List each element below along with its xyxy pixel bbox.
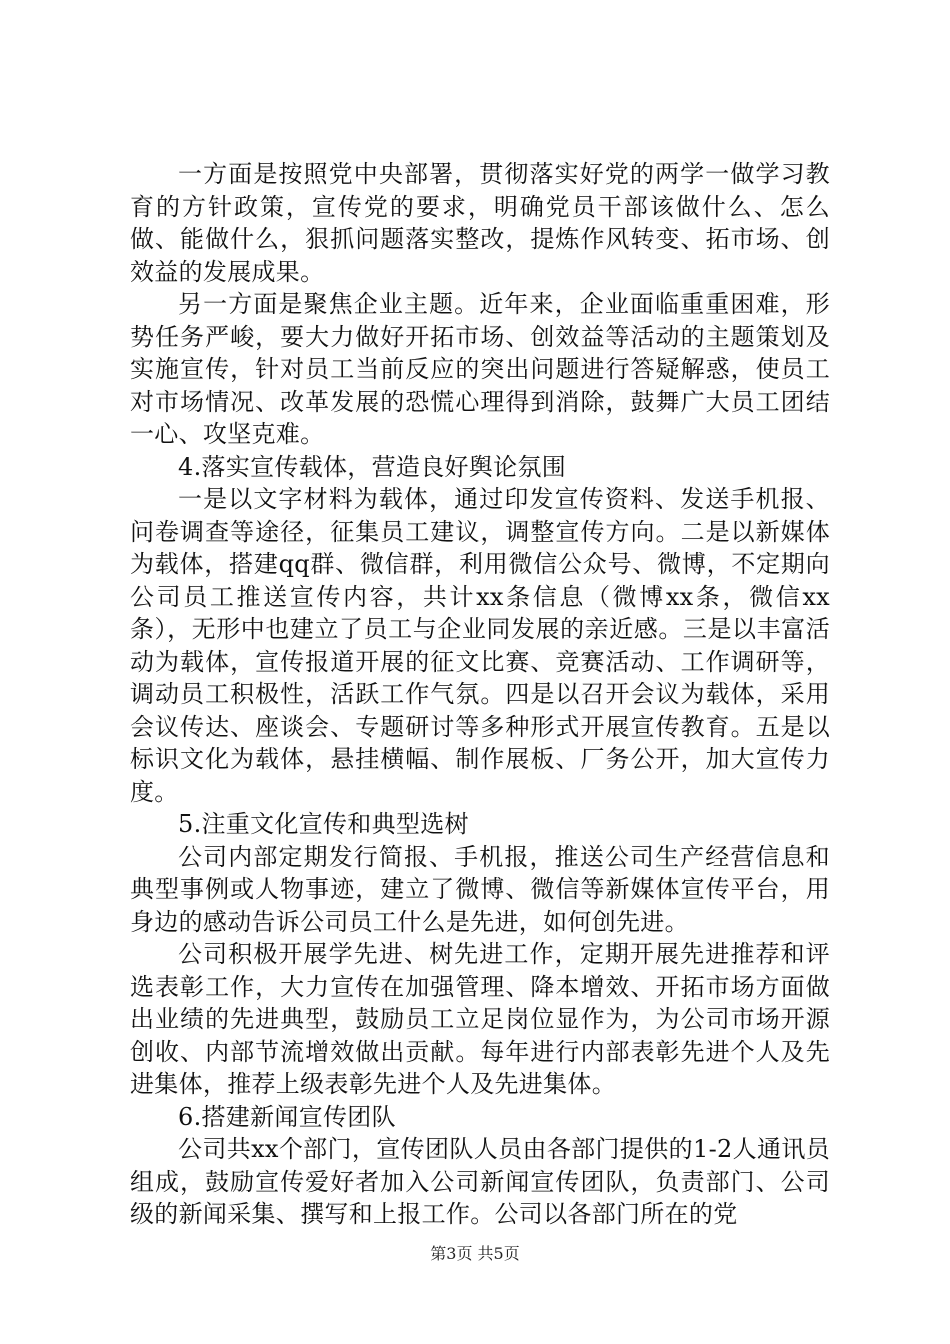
paragraph-news-team: 公司共xx个部门，宣传团队人员由各部门提供的1-2人通讯员组成，鼓励宣传爱好者加入公司新闻宣传团队，负责部门、公司级的新闻采集、撰写和上报工作。公司以各部门所在的党 xyxy=(130,1135,830,1228)
paragraph-advanced-models: 公司积极开展学先进、树先进工作，定期开展先进推荐和评选表彰工作，大力宣传在加强管理、降本增效、开拓市场方面做出业绩的先进典型，鼓励员工立足岗位显作为，为公司市场开源创收、内部节流增效做出贡献。每年进行内部表彰先进个人及先进集体，推荐上级表彰先进个人及先进集体。 xyxy=(130,940,830,1098)
paragraph-other-side: 另一方面是聚焦企业主题。近年来，企业面临重重困难，形势任务严峻，要大力做好开拓市场、创效益等活动的主题策划及实施宣传，针对员工当前反应的突出问题进行答疑解惑，使员工对市场情况、改革发展的恐慌心理得到消除，鼓舞广大员工团结一心、攻坚克难。 xyxy=(130,290,830,448)
paragraph-one-side: 一方面是按照党中央部署，贯彻落实好党的两学一做学习教育的方针政策，宣传党的要求，明确党员干部该做什么、怎么做、能做什么，狠抓问题落实整改，提炼作风转变、拓市场、创效益的发展成果。 xyxy=(130,160,830,286)
section-heading-6: 6.搭建新闻宣传团队 xyxy=(178,1102,396,1131)
paragraph-carriers: 一是以文字材料为载体，通过印发宣传资料、发送手机报、问卷调查等途径，征集员工建议，调整宣传方向。二是以新媒体为载体，搭建qq群、微信群，利用微信公众号、微博，不定期向公司员工推送宣传内容，共计xx条信息（微博xx条，微信xx条），无形中也建立了员工与企业同发展的亲近感。三是以丰富活动为载体，宣传报道开展的征文比赛、竞赛活动、工作调研等，调动员工积极性，活跃工作气氛。四是以召开会议为载体，采用会议传达、座谈会、专题研讨等多种形式开展宣传教育。五是以标识文化为载体，悬挂横幅、制作展板、厂务公开，加大宣传力度。 xyxy=(130,485,830,806)
section-heading-4: 4.落实宣传载体，营造良好舆论氛围 xyxy=(178,452,566,481)
page-footer: 第3页 共5页 xyxy=(430,1244,520,1263)
paragraph-newsletter: 公司内部定期发行简报、手机报，推送公司生产经营信息和典型事例或人物事迹，建立了微博、微信等新媒体宣传平台，用身边的感动告诉公司员工什么是先进，如何创先进。 xyxy=(130,842,830,936)
document-body xyxy=(130,158,830,1231)
section-heading-5: 5.注重文化宣传和典型选树 xyxy=(178,810,469,838)
